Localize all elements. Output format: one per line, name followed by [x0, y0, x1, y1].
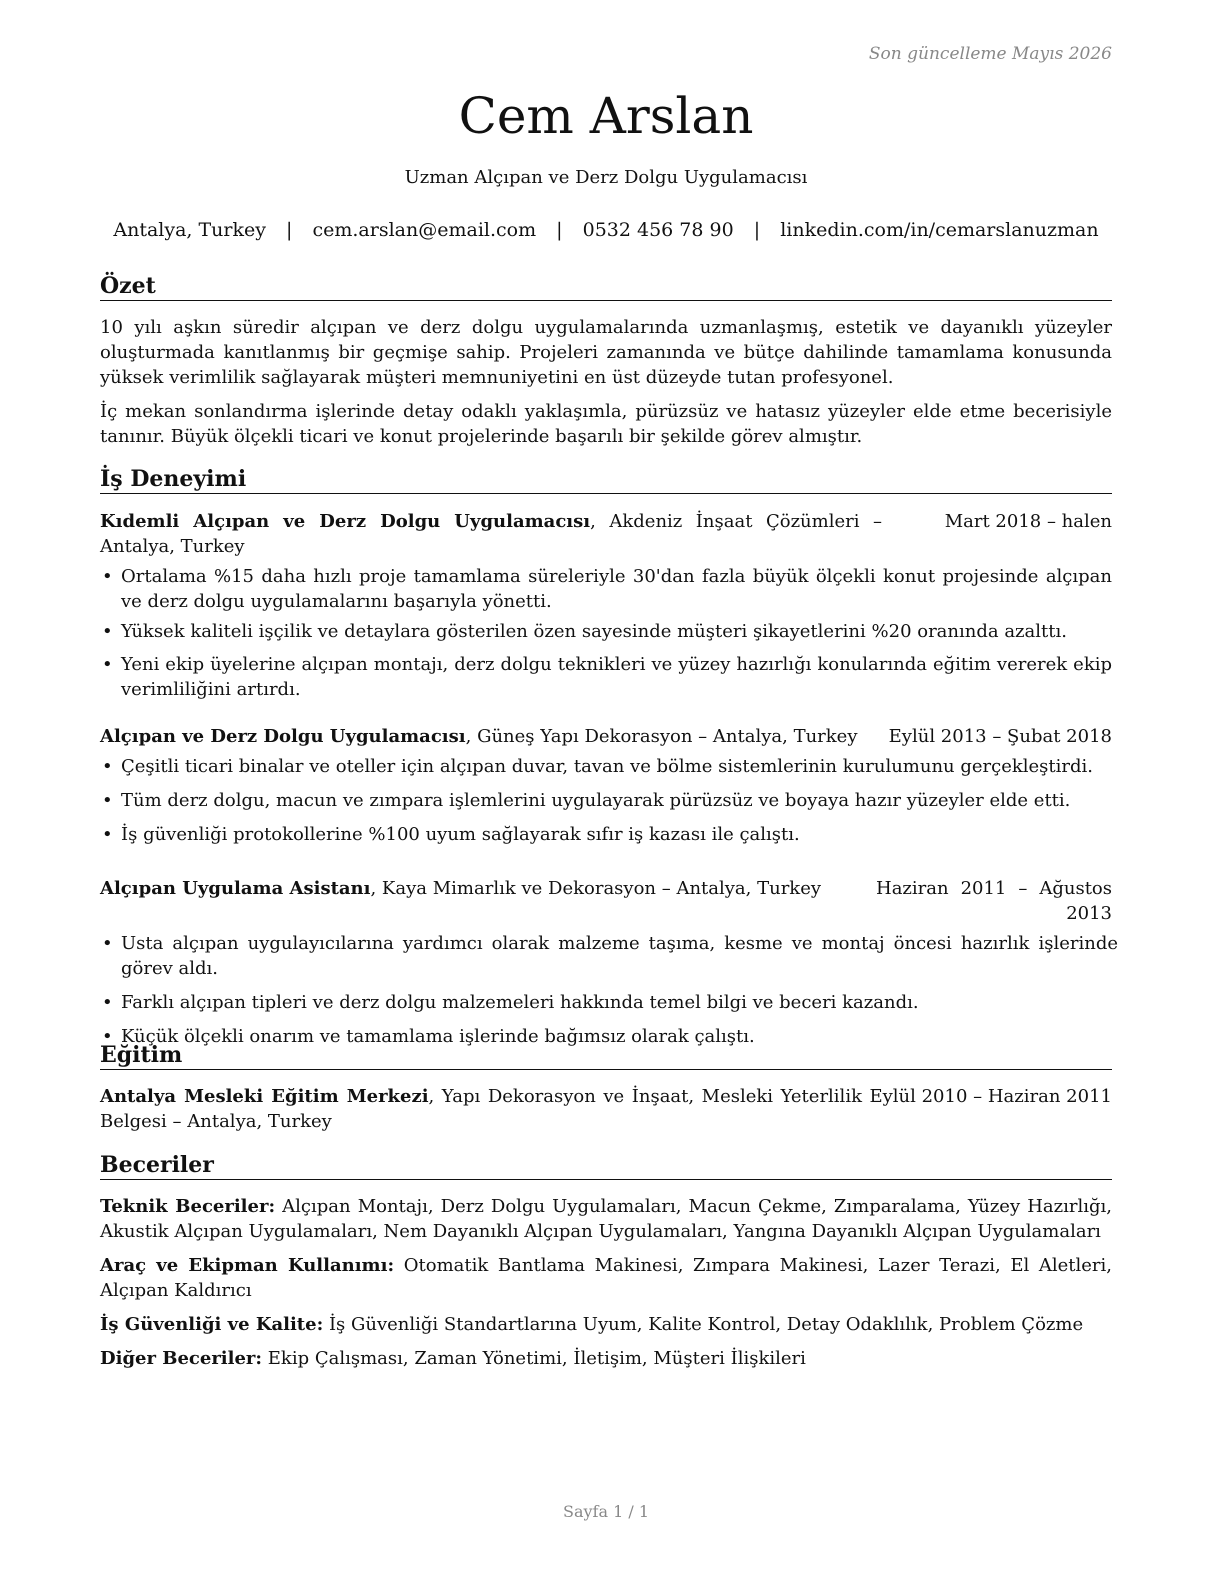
job-header: [100, 724, 1112, 749]
contact-separator: |: [286, 219, 293, 241]
job-header: [100, 876, 1112, 924]
summary-section: [100, 272, 1112, 449]
job-bullet: • Ortalama %15 daha hızlı proje tamamlama süreleriyle 30'dan fazla büyük ölçekli konut projesinde alçıpan ve derz dolgu uygulamalarını başarıyla yönetti.: [100, 564, 1112, 614]
skill-text: Ekip Çalışması, Zaman Yönetimi, İletişim, Müşteri İlişkileri: [262, 1348, 806, 1369]
job-bullet: • İş güvenliği protokollerine %100 uyum sağlayarak sıfır iş kazası ile çalıştı.: [100, 822, 1112, 847]
education-detail: , Yapı Dekorasyon ve İnşaat, Mesleki Yeterlilik Belgesi – Antalya, Turkey: [100, 1086, 862, 1132]
skill-row: [100, 1253, 1112, 1303]
summary-paragraph: 10 yılı aşkın süredir alçıpan ve derz dolgu uygulamalarında uzmanlaşmış, estetik ve dayanıklı yüzeyler oluşturmada kanıtlanmış bir geçmişe sahip. Projeleri zamanında ve bütçe dahilinde tamamlama konusunda yüksek verimlilik sağlayarak müşteri memnuniyetini en üst düzeyde tutan profesyonel.: [100, 317, 1112, 388]
education-school: Antalya Mesleki Eğitim Merkezi: [100, 1086, 429, 1107]
job-entry: [100, 876, 1118, 1049]
section-heading-education: Eğitim: [100, 1041, 1112, 1070]
skill-row: [100, 1346, 1112, 1371]
skill-row: [100, 1312, 1112, 1337]
contact-linkedin[interactable]: linkedin.com/in/cemarslanuzman: [780, 219, 1099, 241]
skill-text: İş Güvenliği Standartlarına Uyum, Kalite Kontrol, Detay Odaklılık, Problem Çözme: [323, 1314, 1084, 1335]
education-dates: Eylül 2010 – Haziran 2011: [869, 1086, 1112, 1107]
contact-separator: |: [753, 219, 761, 241]
contact-phone[interactable]: 0532 456 78 90: [582, 219, 734, 241]
skills-section: [100, 1151, 1112, 1371]
job-bullet: • Farklı alçıpan tipleri ve derz dolgu malzemeleri hakkında temel bilgi ve beceri kazandı.: [100, 990, 1112, 1015]
candidate-title: Uzman Alçıpan ve Derz Dolgu Uygulamacısı: [404, 167, 808, 188]
skill-label: Teknik Beceriler:: [100, 1196, 276, 1217]
page-number: Sayfa 1 / 1: [562, 1502, 649, 1521]
job-role: Alçıpan ve Derz Dolgu Uygulamacısı: [100, 726, 466, 747]
job-role: Kıdemli Alçıpan ve Derz Dolgu Uygulamacısı: [100, 511, 591, 532]
section-heading-skills: Beceriler: [100, 1151, 1112, 1180]
job-bullets: [100, 564, 1112, 702]
job-bullet: • Usta alçıpan uygulayıcılarına yardımcı olarak malzeme taşıma, kesme ve montaj öncesi hazırlık işlerinde görev aldı.: [100, 931, 1118, 981]
skill-text: Otomatik Bantlama Makinesi, Zımpara Makinesi, Lazer Terazi, El Aletleri, Alçıpan Kaldırıcı: [100, 1255, 1112, 1301]
education-entry: [100, 1084, 1112, 1134]
job-entry: [100, 509, 1112, 702]
job-bullets: [100, 754, 1112, 847]
skill-label: İş Güvenliği ve Kalite:: [100, 1314, 324, 1335]
job-company: , Güneş Yapı Dekorasyon – Antalya, Turkey: [465, 726, 858, 747]
candidate-name: Cem Arslan: [458, 87, 754, 145]
job-entry: [100, 724, 1112, 847]
job-bullet: • Tüm derz dolgu, macun ve zımpara işlemlerini uygulayarak pürüzsüz ve boyaya hazır yüzeyler elde etti.: [100, 788, 1112, 813]
job-header: [100, 509, 1112, 559]
job-bullet: • Yeni ekip üyelerine alçıpan montajı, derz dolgu teknikleri ve yüzey hazırlığı konularında eğitim vererek ekip verimliliğini artırdı.: [100, 652, 1112, 702]
skill-label: Diğer Beceriler:: [100, 1348, 263, 1369]
education-section: [100, 1041, 1112, 1134]
job-bullet: • Yüksek kaliteli işçilik ve detaylara gösterilen özen sayesinde müşteri şikayetlerini %20 oranında azalttı.: [100, 619, 1112, 644]
job-bullet: • Çeşitli ticari binalar ve oteller için alçıpan duvar, tavan ve bölme sistemlerinin kurulumunu gerçekleştirdi.: [100, 754, 1112, 779]
job-dates: Eylül 2013 – Şubat 2018: [888, 726, 1112, 747]
contact-separator: |: [556, 219, 563, 241]
contact-location: Antalya, Turkey: [113, 219, 266, 241]
job-role: Alçıpan Uygulama Asistanı: [100, 878, 371, 899]
section-heading-experience: İş Deneyimi: [100, 465, 1112, 494]
job-company: , Akdeniz İnşaat Çözümleri – Antalya, Turkey: [100, 511, 883, 557]
job-company: , Kaya Mimarlık ve Dekorasyon – Antalya, Turkey: [370, 878, 822, 899]
section-heading-summary: Özet: [100, 272, 1112, 301]
job-bullets: [100, 931, 1118, 1049]
last-updated: Son güncelleme Mayıs 2026: [868, 44, 1112, 64]
skill-text: Alçıpan Montajı, Derz Dolgu Uygulamaları, Macun Çekme, Zımparalama, Yüzey Hazırlığı, Akustik Alçıpan Uygulamaları, Nem Dayanıklı Alçıpan Uygulamaları, Yangına Dayanıklı Alçıpan Uygulamaları: [100, 1196, 1112, 1242]
experience-section: [100, 465, 1118, 1049]
summary-paragraph: İç mekan sonlandırma işlerinde detay odaklı yaklaşımla, pürüzsüz ve hatasız yüzeyler elde etme becerisiyle tanınır. Büyük ölçekli ticari ve konut projelerinde başarılı bir şekilde görev almıştır.: [100, 401, 1112, 447]
job-bullet: • Küçük ölçekli onarım ve tamamlama işlerinde bağımsız olarak çalıştı.: [100, 1024, 1112, 1049]
contact-line: [100, 219, 1112, 241]
job-dates: Haziran 2011 – Ağustos 2013: [876, 878, 1112, 924]
skill-label: Araç ve Ekipman Kullanımı:: [100, 1255, 395, 1276]
skill-row: [100, 1194, 1112, 1244]
contact-email[interactable]: cem.arslan@email.com: [312, 219, 537, 241]
resume-page: [100, 0, 1118, 1584]
job-dates: Mart 2018 – halen: [944, 511, 1112, 532]
